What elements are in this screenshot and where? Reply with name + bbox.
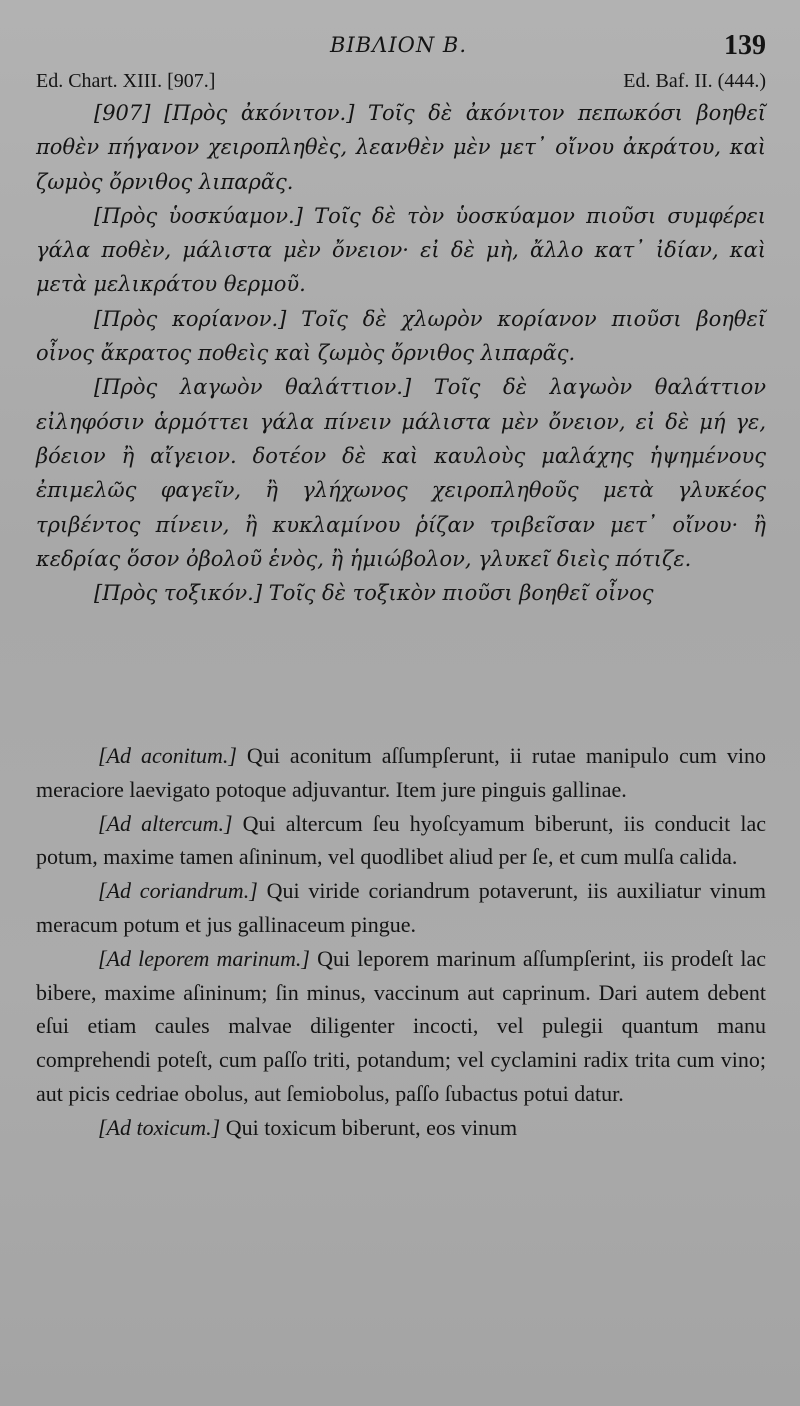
greek-body: Τοῖς δὲ τοξικὸν πιοῦσι βοηθεῖ οἶνος xyxy=(262,581,654,606)
greek-heading: [Πρὸς κορίανον.] xyxy=(94,306,287,331)
latin-paragraph-aconite xyxy=(36,739,766,807)
edition-reference-basel: Ed. Baf. II. (444.) xyxy=(623,70,766,92)
page-header xyxy=(0,30,800,66)
latin-body: Qui aconitum aſſumpſerunt, ii rutae manipulo cum vino meraciore laevigato potoque adjuvantur. Item jure pinguis gallinae. xyxy=(36,743,766,802)
running-title: ΒΙΒΛΙΟΝ Β. xyxy=(330,33,467,57)
greek-heading: [Πρὸς ἀκόνιτον.] xyxy=(164,101,355,125)
latin-paragraph-sea-hare xyxy=(36,942,766,1111)
greek-body: Τοῖς δὲ τὸν ὑοσκύαμον πιοῦσι συμφέρει γάλα ποθὲν, μάλιστα μὲν ὄνειον· εἰ δὲ μὴ, ἄλλο κατ᾽ ἰδίαν, καὶ μετὰ μελικράτου θερμοῦ. xyxy=(36,203,766,297)
greek-body: Τοῖς δὲ χλωρὸν κορίανον πιοῦσι βοηθεῖ οἶνος ἄκρατος ποθεὶς καὶ ζωμὸς ὄρνιθος λιπαρᾶς. xyxy=(36,306,766,366)
latin-body: Qui leporem marinum aſſumpſerint, iis prodeſt lac bibere, maxime aſininum; ſin minus, vaccinum aut caprinum. Dari autem debent eſui etiam caules malvae diligenter incocti, vel pulegii quantum manu comprehendi poteſt, cum paſſo triti, potandum; vel cyclamini radix trita cum vino; aut picis cedriae obolus, aut ſemiobolus, paſſo ſubactus potui datur. xyxy=(36,945,766,1106)
latin-body: Qui altercum ſeu hyoſcyamum biberunt, iis conducit lac potum, maxime tamen aſininum, vel quodlibet aliud per ſe, et cum mulſa calida. xyxy=(36,810,766,870)
latin-heading: [Ad altercum.] xyxy=(98,810,233,836)
edition-reference-chartier: Ed. Chart. XIII. [907.] xyxy=(36,70,216,92)
latin-paragraph-henbane xyxy=(36,807,766,875)
greek-paragraph-sea-hare xyxy=(36,370,766,576)
latin-paragraph-toxicum xyxy=(36,1111,766,1145)
page-number: 139 xyxy=(724,30,766,61)
greek-page-marker: [907] xyxy=(94,101,165,125)
latin-paragraph-coriander xyxy=(36,874,766,942)
greek-paragraph-toxicum xyxy=(36,576,766,610)
greek-body: Τοῖς δὲ λαγωὸν θαλάττιον εἰληφόσιν ἁρμόττει γάλα πίνειν μάλιστα μὲν ὄνειον, εἰ δὲ μή γε, βόειον ἢ αἴγειον. δοτέον δὲ καὶ καυλοὺς μαλάχης ἡψημένους ἐπιμελῶς φαγεῖν, ἢ γλήχωνος χειροπληθοῦς μετὰ γλυκέος τριβέντος πίνειν, ἢ κυκλαμίνου ῥίζαν τριβεῖσαν μετ᾽ οἴνου· ἢ κεδρίας ὅσον ὀβολοῦ ἑνὸς, ἢ ἡμιώβολον, γλυκεῖ διεὶς πότιζε. xyxy=(36,375,766,571)
latin-heading: [Ad leporem marinum.] xyxy=(98,945,310,971)
edition-reference-line xyxy=(36,70,766,94)
latin-heading: [Ad coriandrum.] xyxy=(98,878,258,904)
greek-heading: [Πρὸς ὑοσκύαμον.] xyxy=(94,203,303,228)
greek-body: Τοῖς δὲ ἀκόνιτον πεπωκόσι βοηθεῖ ποθὲν πήγανον χειροπληθὲς, λεανθὲν μὲν μετ᾽ οἴνου ἀκράτου, καὶ ζωμὸς ὄρνιθος λιπαρᾶς. xyxy=(36,101,767,194)
latin-text-block xyxy=(36,739,766,1145)
greek-paragraph-aconite xyxy=(36,96,766,199)
greek-heading: [Πρὸς λαγωὸν θαλάττιον.] xyxy=(94,375,412,400)
greek-heading: [Πρὸς τοξικόν.] xyxy=(94,581,263,606)
latin-heading: [Ad aconitum.] xyxy=(98,743,237,768)
greek-text-block xyxy=(36,96,766,610)
greek-paragraph-henbane xyxy=(36,199,766,302)
greek-paragraph-coriander xyxy=(36,302,766,371)
latin-heading: [Ad toxicum.] xyxy=(98,1114,221,1140)
latin-body: Qui viride coriandrum potaverunt, iis auxiliatur vinum meracum potum et jus gallinaceum pingue. xyxy=(36,878,767,937)
latin-body: Qui toxicum biberunt, eos vinum xyxy=(220,1114,518,1140)
